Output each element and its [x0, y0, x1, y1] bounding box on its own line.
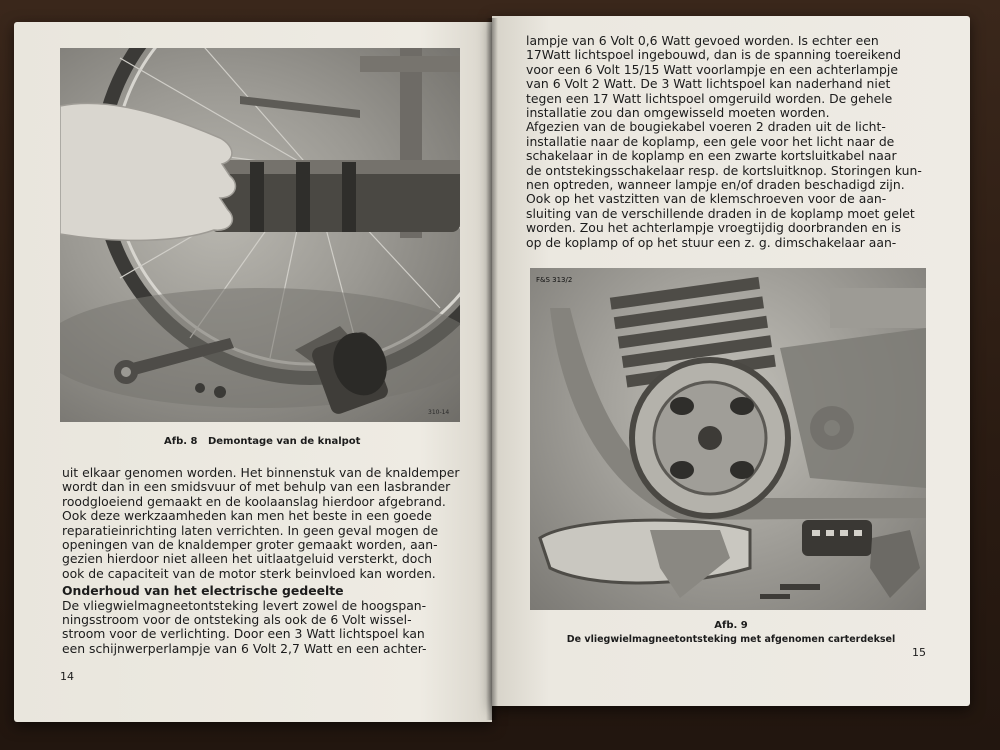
paragraph: uit elkaar genomen worden. Het binnenstuk van de knaldemper wordt dan in een smidsvuur of met behulp van een lasbrander roodgloeiend gemaakt en de koolaanslag hierdoor afgebrand. Ook deze werkzaamheden kan men het beste in een goede reparatieinrichting laten verrichten. In geen geval mogen de openingen van de knaldemper groter gemaakt worden, aan- gezien hierdoor niet alleen het uitlaatgeluid versterkt, doch ook de capaciteit van de motor sterk beinvloed kan worden. [62, 465, 460, 581]
photo-code-label: F&S 313/2 [536, 276, 573, 284]
photo-code-label: 310-14 [428, 409, 450, 416]
paragraph: Afgezien van de bougiekabel voeren 2 draden uit de licht- installatie naar de koplamp, een gele voor het licht naar de schakelaar in de koplamp en een zwarte kortsluitkabel naar de ontstekingsschakelaar resp. de kortsluitknop. Storingen kun- nen optreden, wanneer lampje en/of draden beschadigd zijn. Ook op het vastzitten van de klemschroeven voor de aan- sluiting van de verschillende draden in de koplamp moet gelet worden. Zou het achterlampje vroegtijdig doorbranden en is op de koplamp of op het stuur een z. g. dimschakelaar aan- [526, 119, 922, 250]
figure-caption-text: De vliegwielmagneetontsteking met afgenomen carterdeksel [566, 634, 896, 645]
figure-caption-text: Demontage van de knalpot [207, 436, 361, 447]
book-gutter [486, 18, 498, 720]
paragraph: lampje van 6 Volt 0,6 Watt gevoed worden. Is echter een 17Watt lichtspoel ingebouwd, dan is de spanning toereikend voor een 6 Volt 15/15 Watt voorlampje en een achterlampje van 6 Volt 2 Watt. De 3 Watt lichtspoel kan naderhand niet tegen een 17 Watt lichtspoel omgeruild worden. De gehele installatie zou dan omgewisseld moeten worden. [526, 33, 902, 121]
left-body-text [62, 466, 466, 656]
page-number: 14 [60, 670, 74, 683]
figure-label: Afb. 9 [714, 620, 748, 631]
left-page [14, 22, 492, 722]
page-number: 15 [912, 646, 926, 659]
right-body-text [526, 34, 930, 250]
section-heading: Onderhoud van het electrische gedeelte [62, 583, 344, 599]
figure-caption [164, 436, 360, 447]
magneto-ignition-photo [530, 268, 926, 610]
figure-label: Afb. 8 [164, 436, 198, 447]
right-page [492, 16, 970, 706]
paragraph: De vliegwielmagneetontsteking levert zowel de hoogspan- ningsstroom voor de ontsteking als ook de 6 Volt wissel- stroom voor de verlichting. Door een 3 Watt lichtspoel kan een schijnwerperlampje van 6 Volt 2,7 Watt en een achter- [62, 597, 427, 656]
exhaust-disassembly-photo [60, 48, 460, 422]
